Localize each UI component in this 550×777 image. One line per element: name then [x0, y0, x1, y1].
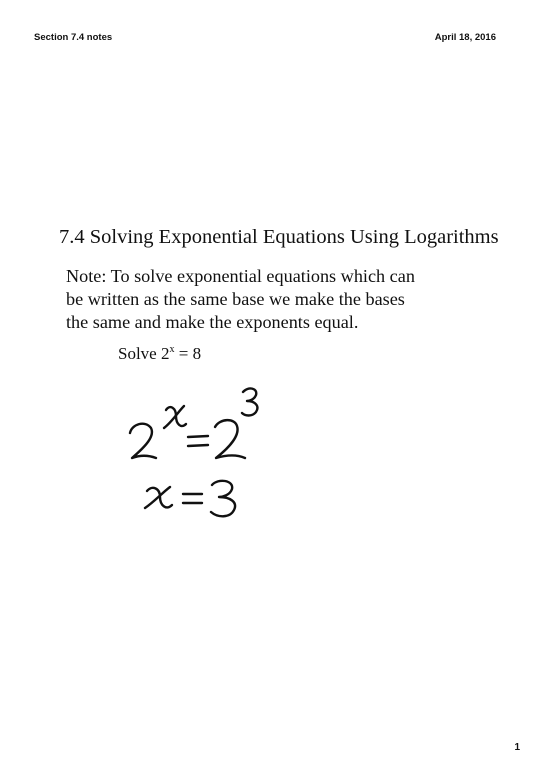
header-date: April 18, 2016: [434, 32, 496, 43]
example-exponent: x: [169, 344, 175, 355]
example-suffix: = 8: [174, 344, 202, 363]
handwritten-line-2: [145, 481, 235, 516]
note-line-1: Note: To solve exponential equations which can: [66, 266, 415, 286]
handwritten-line-1: [130, 388, 257, 458]
note-line-2: be written as the same base we make the bases: [66, 289, 405, 309]
header-section-label: Section 7.4 notes: [34, 32, 113, 43]
page-number: 1: [514, 742, 520, 753]
page-title: 7.4 Solving Exponential Equations Using Logarithms: [59, 226, 499, 248]
note-line-3: the same and make the exponents equal.: [66, 312, 359, 332]
example-prefix: Solve 2: [118, 344, 170, 363]
